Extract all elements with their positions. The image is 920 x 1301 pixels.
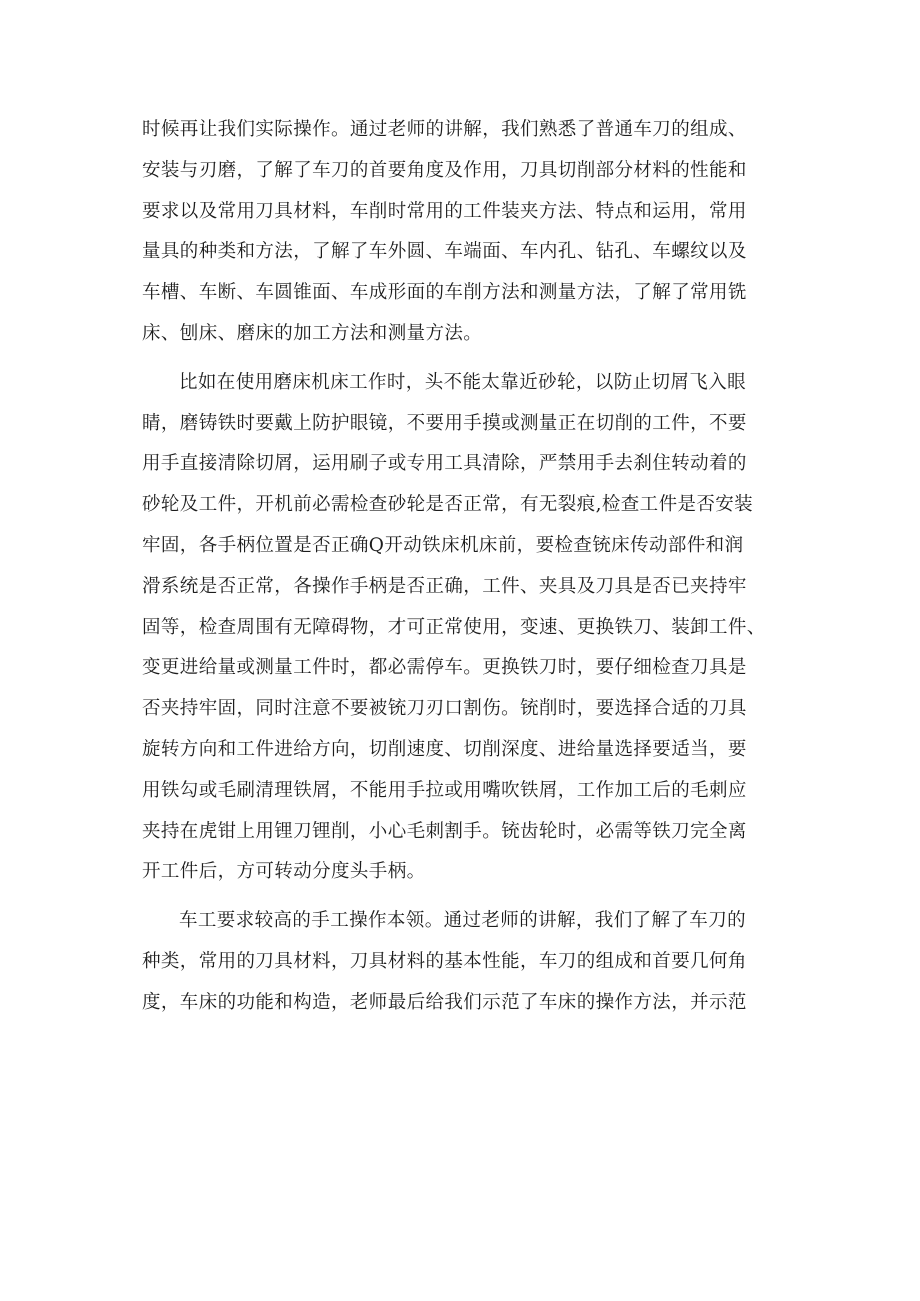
text-line: 牢固，各手柄位置是否正确Q开动铁床机床前，要检查铳床传动部件和润 [142, 534, 744, 556]
paragraph-2 [142, 363, 802, 893]
paragraph-1 [142, 110, 802, 355]
text-line: 滑系统是否正常，各操作手柄是否正确，工件、夹具及刀具是否已夹持牢 [142, 575, 747, 597]
text-line: 夹持在虎钳上用锂刀锂削，小心毛刺割手。铳齿轮时，必需等铁刀完全离 [142, 820, 747, 842]
text-line: 开工件后，方可转动分度头手柄。 [142, 861, 426, 883]
text-line: 睛，磨铸铁时要戴上防护眼镜，不要用手摸或测量正在切削的工件，不要 [142, 412, 747, 434]
text-line: 用手直接清除切屑，运用刷子或专用工具清除，严禁用手去刹住转动着的 [142, 453, 747, 475]
text-line: 比如在使用磨床机床工作时，头不能太靠近砂轮，以防止切屑飞入眼 [179, 371, 747, 393]
text-line: 度，车床的功能和构造，老师最后给我们示范了车床的操作方法，并示范 [142, 991, 747, 1013]
text-line: 种类，常用的刀具材料，刀具材料的基本性能，车刀的组成和首要几何角 [142, 950, 747, 972]
text-line: 时候再让我们实际操作。通过老师的讲解，我们熟悉了普通车刀的组成、 [142, 119, 747, 140]
paragraph-3 [142, 901, 802, 1023]
text-line: 车工要求较高的手工操作本领。通过老师的讲解，我们了解了车刀的 [179, 910, 747, 932]
text-line: 砂轮及工件，开机前必需检查砂轮是否正常，有无裂痕,检查工件是否安装 [142, 494, 754, 516]
text-line: 固等，检查周围有无障碍物，才可正常使用，变速、更换铁刀、装卸工件、 [142, 616, 766, 638]
text-line: 要求以及常用刀具材料，车削时常用的工件装夹方法、特点和运用，常用 [142, 200, 747, 222]
text-line: 车槽、车断、车圆锥面、车成形面的车削方法和测量方法，了解了常用铣 [142, 282, 747, 304]
text-line: 床、刨床、磨床的加工方法和测量方法。 [142, 322, 483, 344]
text-line: 安装与刃磨，了解了车刀的首要角度及作用，刀具切削部分材料的性能和 [142, 159, 747, 181]
document-body [142, 110, 802, 1024]
text-line: 旋转方向和工件进给方向，切削速度、切削深度、进给量选择要适当，要 [142, 738, 747, 760]
text-line: 否夹持牢固，同时注意不要被铳刀刃口割伤。铳削时，要选择合适的刀具 [142, 698, 747, 720]
text-line: 量具的种类和方法，了解了车外圆、车端面、车内孔、钻孔、车螺纹以及 [142, 241, 747, 263]
text-line: 变更进给量或测量工件时，都必需停车。更换铁刀时，要仔细检查刀具是 [142, 657, 747, 679]
text-line: 用铁勾或毛刷清理铁屑，不能用手拉或用嘴吹铁屑，工作加工后的毛刺应 [142, 779, 747, 801]
